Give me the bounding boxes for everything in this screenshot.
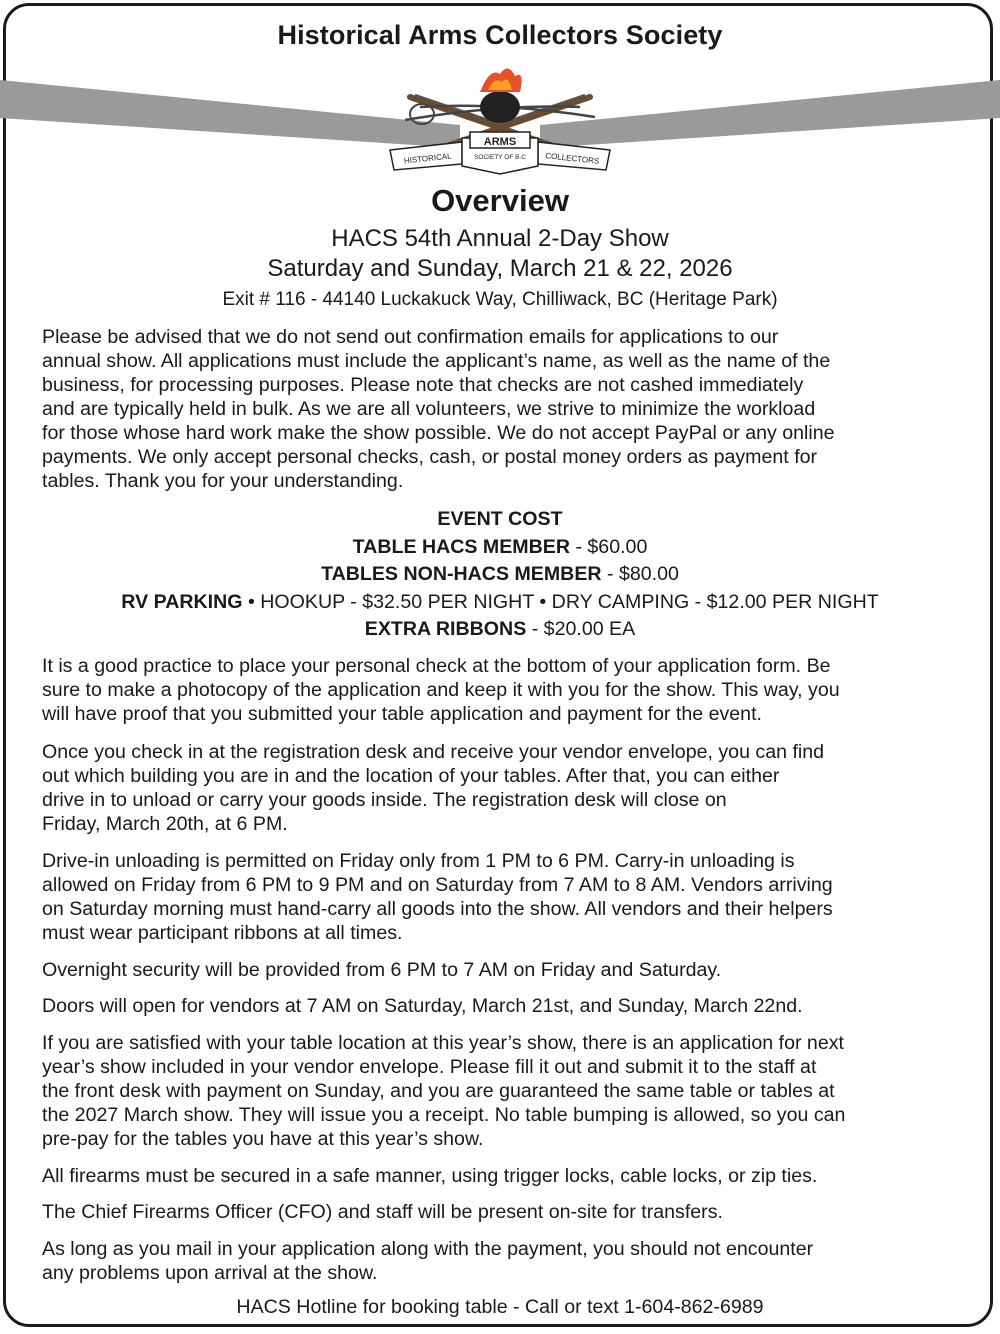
paragraph-mail-in: As long as you mail in your application along with the payment, you should not encounter any problems upon arrival at the show. [42,1238,814,1284]
text-line: and are typically held in bulk. As we are all volunteers, we strive to minimize the workload [42,398,816,420]
text-line: annual show. All applications must include the applicant’s name, as well as the name of the [42,350,831,372]
paragraph-security: Overnight security will be provided from 6 PM to 7 AM on Friday and Saturday. [42,959,722,981]
paragraph-firearms: All firearms must be secured in a safe manner, using trigger locks, cable locks, or zip ties. [42,1165,818,1187]
show-dates: Saturday and Sunday, March 21 & 22, 2026 [267,255,733,282]
text-line: tables. Thank you for your understanding. [42,470,404,492]
paragraph-cfo: The Chief Firearms Officer (CFO) and staff will be present on-site for transfers. [42,1201,723,1223]
paragraph-next-year: If you are satisfied with your table location at this year’s show, there is an application for next year’s show included in your vendor envelope. Please fill it out and submit it to the staff at the front desk with payment on Sunday, and you are guaranteed the same table or tables at the 2027 March show. They will issue you a receipt. No table bumping is allowed, so you can pre-pay for the tables you have at this year’s show. [42,1032,846,1150]
text-line: payments. We only accept personal checks, cash, or postal money orders as payment for [42,446,818,468]
org-name: Historical Arms Collectors Society [277,20,723,50]
svg-text:SOCIETY OF B.C: SOCIETY OF B.C [474,154,526,161]
intro-paragraph [42,325,972,493]
society-emblem [380,62,620,180]
svg-text:COLLECTORS: COLLECTORS [544,151,600,166]
show-name: HACS 54th Annual 2-Day Show [331,225,669,252]
show-info [0,224,1000,284]
svg-text:ARMS: ARMS [483,136,517,148]
text-line: Please be advised that we do not send out confirmation emails for applications to our [42,326,779,348]
paragraph-registration: Once you check in at the registration desk and receive your vendor envelope, you can find out which building you are in and the location of your tables. After that, you can either drive in to unload or carry your goods inside. The registration desk will close on Friday, March 20th, at 6 PM. [42,741,825,835]
event-cost-heading: EVENT COST [437,508,563,530]
helmet-icon [480,68,522,123]
paragraph-doors: Doors will open for vendors at 7 AM on Saturday, March 21st, and Sunday, March 22nd. [42,995,803,1017]
cost-row-member: TABLE HACS MEMBER - $60.00 [352,535,648,558]
page-title: Overview [431,183,569,218]
event-cost-section [0,506,1000,644]
svg-text:HISTORICAL: HISTORICAL [403,151,453,166]
paragraph-unloading: Drive-in unloading is permitted on Friday only from 1 PM to 6 PM. Carry-in unloading is allowed on Friday from 6 PM to 9 PM and on Saturday from 7 AM to 8 AM. Vendors arriving on Saturday morning must hand-carry all goods into the show. All vendors and their helpers must wear participant ribbons at all times. [42,850,833,944]
cost-row-nonmember: TABLES NON-HACS MEMBER - $80.00 [321,563,679,586]
cost-row-ribbons: EXTRA RIBBONS - $20.00 EA [364,618,636,641]
venue-address: Exit # 116 - 44140 Luckakuck Way, Chilliwack, BC (Heritage Park) [222,289,778,310]
text-line: business, for processing purposes. Please note that checks are not cashed immediately [42,374,804,396]
emblem-banner [390,132,610,174]
paragraph-check-placement: It is a good practice to place your personal check at the bottom of your application form. Be sure to make a photocopy of the application and keep it with you for the show. This way, you will have proof that you submitted your table application and payment for the event. [42,655,840,725]
text-line: for those whose hard work make the show possible. We do not accept PayPal or any online [42,422,835,444]
cost-row-rv: RV PARKING • HOOKUP - $32.50 PER NIGHT • DRY CAMPING - $12.00 PER NIGHT [121,590,879,613]
hotline-footer: HACS Hotline for booking table - Call or text 1-604-862-6989 [236,1296,764,1318]
